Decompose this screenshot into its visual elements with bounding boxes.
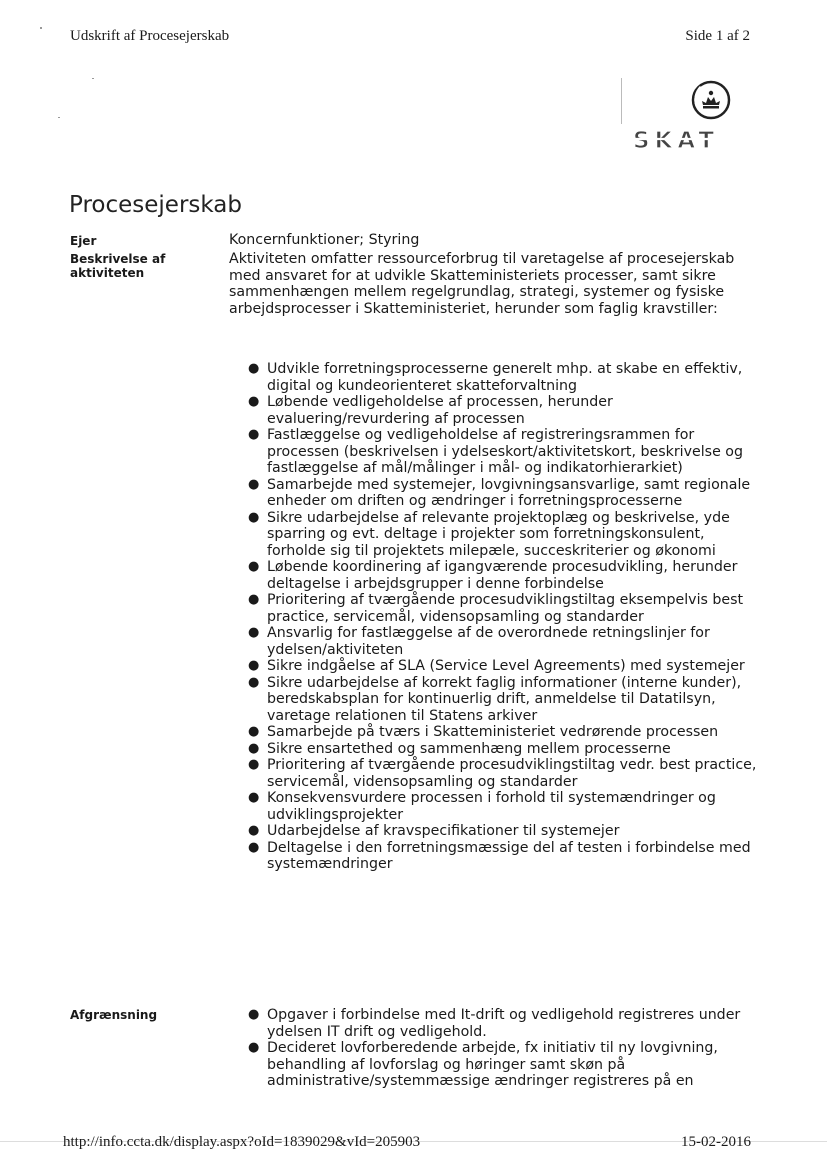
bullet-icon: ●	[248, 427, 260, 442]
list-item: ● Sikre ensartethed og sammenhæng mellem processerne	[248, 740, 671, 757]
list-item: ● Udarbejdelse af kravspecifikationer til systemejer	[248, 823, 620, 839]
list-item: ● Opgaver i forbindelse med It-drift og vedligehold registreres under ydelsen IT drift og vedligehold.	[248, 1007, 741, 1040]
list-item: ● Sikre udarbejdelse af korrekt faglig informationer (interne kunder), beredskabsplan for kontinuerlig drift, anmeldelse til Datatilsyn, varetage relationen til Statens arkiver	[248, 674, 742, 724]
crown-emblem-icon	[689, 78, 733, 122]
list-item: ● Decideret lovforberedende arbejde, fx initiativ til ny lovgivning, behandling af lovforslag og høringer samt skøn på administrative/systemmæssige ændringer registreres på en	[248, 1040, 718, 1089]
skat-wordmark	[617, 127, 735, 153]
list-item: ● Sikre indgåelse af SLA (Service Level Agreements) med systemejer	[248, 658, 745, 674]
bullet-icon: ●	[248, 790, 260, 805]
bullet-icon: ●	[248, 625, 260, 640]
page-number: Side 1 af 2	[685, 28, 750, 44]
owner-label: Ejer	[70, 234, 97, 248]
page-title: Procesejerskab	[69, 192, 243, 218]
list-item: ● Fastlæggelse og vedligeholdelse af registreringsrammen for processen (beskrivelsen i ydelseskort/aktivitetskort, beskrivelse og fastlæggelse af mål/målinger i mål- og indikatorhierarkiet)	[248, 427, 743, 476]
footer-url: http://info.ccta.dk/display.aspx?oId=1839029&vId=205903	[63, 1134, 421, 1150]
bullet-icon: ●	[248, 1007, 260, 1022]
print-header-title: Udskrift af Procesejerskab	[70, 28, 230, 44]
description-list	[248, 361, 766, 873]
bullet-icon: ●	[248, 361, 260, 376]
list-item: ● Prioritering af tværgående procesudviklingstiltag vedr. best practice, servicemål, vidensopsamling og standarder	[248, 757, 757, 790]
owner-value: Koncernfunktioner; Styring	[229, 232, 420, 248]
bullet-icon: ●	[248, 509, 260, 525]
bullet-icon: ●	[248, 740, 260, 756]
bullet-icon: ●	[248, 476, 260, 492]
list-item: ● Deltagelse i den forretningsmæssige del af testen i forbindelse med systemændringer	[248, 839, 751, 872]
scan-speck	[92, 78, 94, 79]
list-item: ● Sikre udarbejdelse af relevante projektoplæg og beskrivelse, yde sparring og evt. deltage i projekter som forretningskonsulent, forholde sig til projektets milepæle, succeskriterier og økonomi	[248, 509, 730, 559]
scan-speck	[58, 117, 60, 118]
scope-list	[248, 1007, 766, 1090]
bullet-icon: ●	[248, 674, 260, 690]
list-item: ● Samarbejde på tværs i Skatteministeriet vedrørende processen	[248, 724, 719, 740]
description-label: Beskrivelse af aktiviteten	[70, 252, 166, 280]
list-item: ● Udvikle forretningsprocesserne generelt mhp. at skabe en effektiv, digital og kundeorienteret skatteforvaltning	[248, 361, 743, 394]
list-item: ● Løbende vedligeholdelse af processen, herunder evaluering/revurdering af processen	[248, 394, 613, 427]
bullet-icon: ●	[248, 394, 260, 409]
list-item: ● Prioritering af tværgående procesudviklingstiltag eksempelvis best practice, servicemål, vidensopsamling og standarder	[248, 592, 744, 625]
bullet-icon: ●	[248, 839, 260, 855]
bullet-icon: ●	[248, 658, 260, 673]
bullet-icon: ●	[248, 823, 260, 838]
description-text: Aktiviteten omfatter ressourceforbrug til varetagelse af procesejerskab med ansvaret for at udvikle Skatteministeriets processer, samt sikre sammenhængen mellem regelgrundlag, strategi, systemer og fysiske arbejdsprocesser i Skatteministeriet, herunder som faglig kravstiller:	[229, 251, 735, 317]
footer-date: 15-02-2016	[681, 1134, 751, 1150]
list-item: ● Konsekvensvurdere processen i forhold til systemændringer og udviklingsprojekter	[248, 790, 716, 823]
bullet-icon: ●	[248, 1040, 260, 1055]
bullet-icon: ●	[248, 724, 260, 739]
list-item: ● Ansvarlig for fastlæggelse af de overordnede retningslinjer for ydelsen/aktiviteten	[248, 625, 710, 658]
skat-wordmark-text: SKAT	[632, 128, 720, 153]
scan-speck	[40, 27, 42, 29]
list-item: ● Løbende koordinering af igangværende procesudvikling, herunder deltagelse i arbejdsgrupper i denne forbindelse	[248, 559, 738, 592]
list-item: ● Samarbejde med systemejer, lovgivningsansvarlige, samt regionale enheder om driften og ændringer i forretningsprocesserne	[248, 476, 751, 509]
scope-label: Afgrænsning	[70, 1008, 158, 1022]
logo-divider	[621, 78, 622, 124]
bullet-icon: ●	[248, 757, 260, 772]
bullet-icon: ●	[248, 559, 260, 574]
skat-logo	[617, 76, 737, 156]
bullet-icon: ●	[248, 592, 260, 607]
